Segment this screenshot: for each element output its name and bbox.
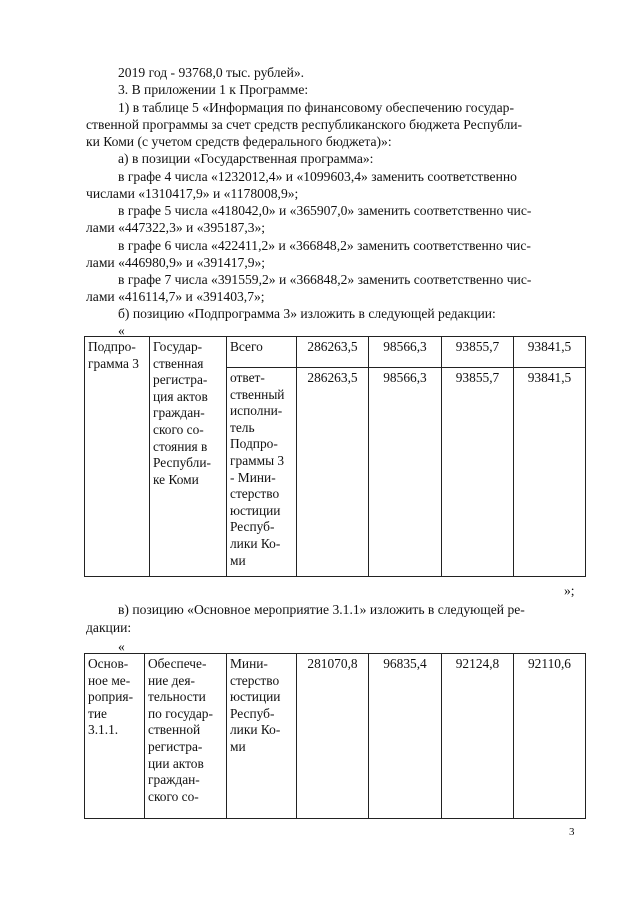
cell-line: ми xyxy=(230,552,246,568)
event-executor-cell xyxy=(227,654,297,819)
value-cell: 93855,7 xyxy=(442,337,514,368)
cell-line: Респуб- xyxy=(230,519,275,535)
cell-line: по государ- xyxy=(148,705,213,721)
cell-line: стояния в xyxy=(153,438,208,454)
cell-line: регистра- xyxy=(153,372,208,388)
cell-line: грамма 3 xyxy=(88,355,139,371)
cell-line: стерство xyxy=(230,486,280,502)
text-line-9: в графе 5 числа «418042,0» и «365907,0» заменить соответственно чис- xyxy=(118,203,532,218)
cell-line: граждан- xyxy=(153,405,205,421)
cell-line: Мини- xyxy=(230,656,268,671)
cell-line: лики Ко- xyxy=(230,722,281,738)
value-cell: 93841,5 xyxy=(514,368,586,577)
cell-line: ского со- xyxy=(148,788,199,804)
cell-line: ке Коми xyxy=(153,471,199,487)
value-cell: 98566,3 xyxy=(369,337,442,368)
cell-line: Всего xyxy=(230,339,263,354)
text-line-3: 1) в таблице 5 «Информация по финансовому обеспечению государ- xyxy=(118,100,514,115)
item-v-line-1: в) позицию «Основное мероприятие 3.1.1» изложить в следующей ре- xyxy=(118,602,525,617)
cell-line: ние дея- xyxy=(148,672,195,688)
text-line-10: лами «447322,3» и «395187,3»; xyxy=(86,220,266,235)
cell-line: Обеспече- xyxy=(148,656,207,671)
cell-line: лики Ко- xyxy=(230,535,281,551)
cell-line: ция актов xyxy=(153,388,208,404)
executor-cell xyxy=(227,368,297,577)
text-line-7: в графе 4 числа «1232012,4» и «1099603,4» заменить соответственно xyxy=(118,169,517,184)
value-cell: 93841,5 xyxy=(514,337,586,368)
item-v-line-2: дакции: xyxy=(86,620,132,635)
table-row xyxy=(85,654,586,819)
cell-line: ответ- xyxy=(230,370,265,385)
open-quote-1: « xyxy=(118,323,125,338)
text-line-1: 2019 год - 93768,0 тыс. рублей». xyxy=(118,65,305,80)
table-row xyxy=(85,337,586,368)
value-cell: 98566,3 xyxy=(369,368,442,577)
cell-line: ции актов xyxy=(148,755,204,771)
cell-line: роприя- xyxy=(88,689,134,705)
cell-line: юстиции xyxy=(230,502,281,518)
cell-line: граждан- xyxy=(148,772,200,788)
cell-line: исполни- xyxy=(230,403,283,419)
subprogram-name-cell xyxy=(85,337,150,577)
cell-line: ственной xyxy=(148,722,201,738)
cell-line: юстиции xyxy=(230,689,281,705)
cell-line: ского со- xyxy=(153,421,204,437)
cell-line: Подпро- xyxy=(230,436,278,452)
subprogram-table xyxy=(84,336,586,577)
text-line-6: а) в позиции «Государственная программа»: xyxy=(118,151,374,166)
cell-line: ное ме- xyxy=(88,672,131,688)
page-number: 3 xyxy=(569,826,575,838)
event-title-cell xyxy=(145,654,227,819)
text-line-11: в графе 6 числа «422411,2» и «366848,2» заменить соответственно чис- xyxy=(118,238,531,253)
cell-line: ственный xyxy=(230,386,285,402)
cell-line: Основ- xyxy=(88,656,129,671)
value-cell: 286263,5 xyxy=(297,337,369,368)
open-quote-2: « xyxy=(118,639,125,654)
cell-line: тель xyxy=(230,419,255,435)
main-event-table xyxy=(84,653,586,819)
value-cell: 286263,5 xyxy=(297,368,369,577)
cell-line: ственная xyxy=(153,355,204,371)
value-cell: 281070,8 xyxy=(297,654,369,819)
text-line-8: числами «1310417,9» и «1178008,9»; xyxy=(86,186,299,201)
value-cell: 96835,4 xyxy=(369,654,442,819)
cell-line: Государ- xyxy=(153,339,203,354)
value-cell: 92124,8 xyxy=(442,654,514,819)
value-cell: 92110,6 xyxy=(514,654,586,819)
close-quote: »; xyxy=(564,583,575,598)
total-label-cell xyxy=(227,337,297,368)
cell-line: стерство xyxy=(230,672,280,688)
cell-line: Республи- xyxy=(153,455,211,471)
cell-line: граммы 3 xyxy=(230,452,285,468)
text-line-14: лами «416114,7» и «391403,7»; xyxy=(86,289,265,304)
subprogram-title-cell xyxy=(150,337,227,577)
cell-line: регистра- xyxy=(148,738,203,754)
cell-line: ми xyxy=(230,738,246,754)
cell-line: - Мини- xyxy=(230,469,276,485)
text-line-2: 3. В приложении 1 к Программе: xyxy=(118,82,309,97)
value-cell: 93855,7 xyxy=(442,368,514,577)
cell-line: тие xyxy=(88,705,107,721)
text-line-12: лами «446980,9» и «391417,9»; xyxy=(86,255,266,270)
event-number-cell xyxy=(85,654,145,819)
text-line-4: ственной программы за счет средств республиканского бюджета Республи- xyxy=(86,117,523,132)
cell-line: 3.1.1. xyxy=(88,722,119,738)
text-line-15: б) позицию «Подпрограмма 3» изложить в следующей редакции: xyxy=(118,306,496,321)
cell-line: Респуб- xyxy=(230,705,275,721)
text-line-5: ки Коми (с учетом средств федерального бюджета)»: xyxy=(86,134,392,149)
cell-line: тельности xyxy=(148,689,206,705)
text-line-13: в графе 7 числа «391559,2» и «366848,2» заменить соответственно чис- xyxy=(118,272,532,287)
cell-line: Подпро- xyxy=(88,339,136,354)
